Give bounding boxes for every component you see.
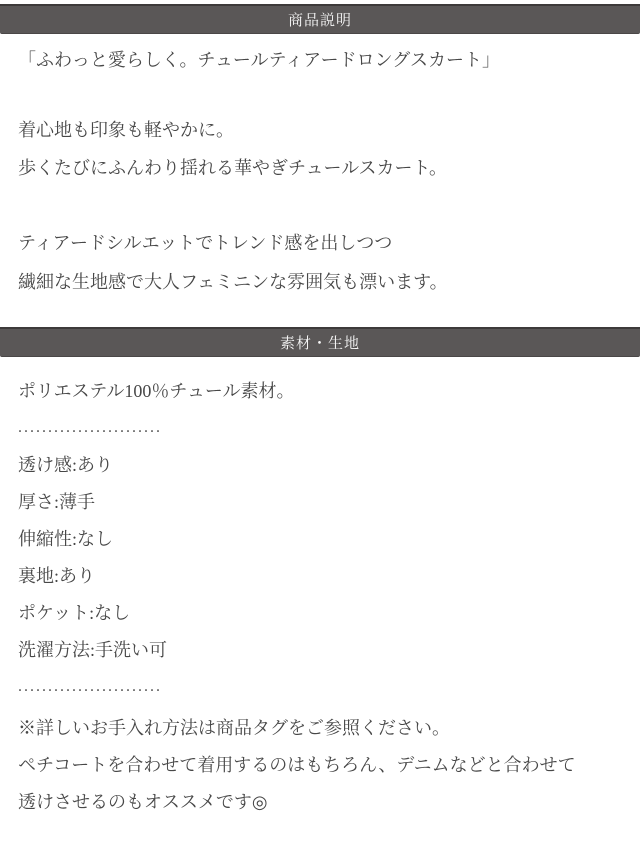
description-line: ティアードシルエットでトレンド感を出しつつ: [18, 233, 393, 253]
material-composition: ポリエステル100％チュール素材。: [18, 381, 295, 401]
section-title: 商品説明: [287, 12, 352, 29]
spec-thickness: 厚さ:薄手: [18, 492, 96, 512]
description-line: 繊細な生地感で大人フェミニンな雰囲気も漂います。: [18, 272, 448, 292]
product-detail-page: [0, 4, 640, 842]
description-line: 歩くたびにふんわり揺れる華やぎチュールスカート。: [18, 158, 447, 178]
catch-copy: 「ふわっと愛らしく。チュールティアードロングスカート」: [18, 50, 501, 70]
styling-note: 透けさせるのもオススメです◎: [18, 792, 268, 812]
spec-stretch: 伸縮性:なし: [18, 529, 114, 549]
description-line: 着心地も印象も軽やかに。: [18, 120, 234, 140]
styling-note: ペチコートを合わせて着用するのはもちろん、デニムなどと合わせて: [18, 755, 576, 775]
spec-lining: 裏地:あり: [18, 566, 96, 586]
care-note: ※詳しいお手入れ方法は商品タグをご参照ください。: [18, 718, 450, 738]
dotted-separator: ........................: [18, 419, 162, 436]
section-title: 素材・生地: [279, 335, 360, 352]
spec-sheerness: 透け感:あり: [18, 455, 114, 475]
spec-pocket: ポケット:なし: [18, 603, 131, 623]
spec-washing: 洗濯方法:手洗い可: [18, 640, 168, 660]
material-fabric-header-bar: [0, 327, 640, 357]
dotted-separator: ........................: [18, 678, 162, 695]
section-material-fabric: [0, 327, 640, 812]
section-product-description: [0, 4, 640, 292]
product-description-header-bar: [0, 4, 640, 34]
